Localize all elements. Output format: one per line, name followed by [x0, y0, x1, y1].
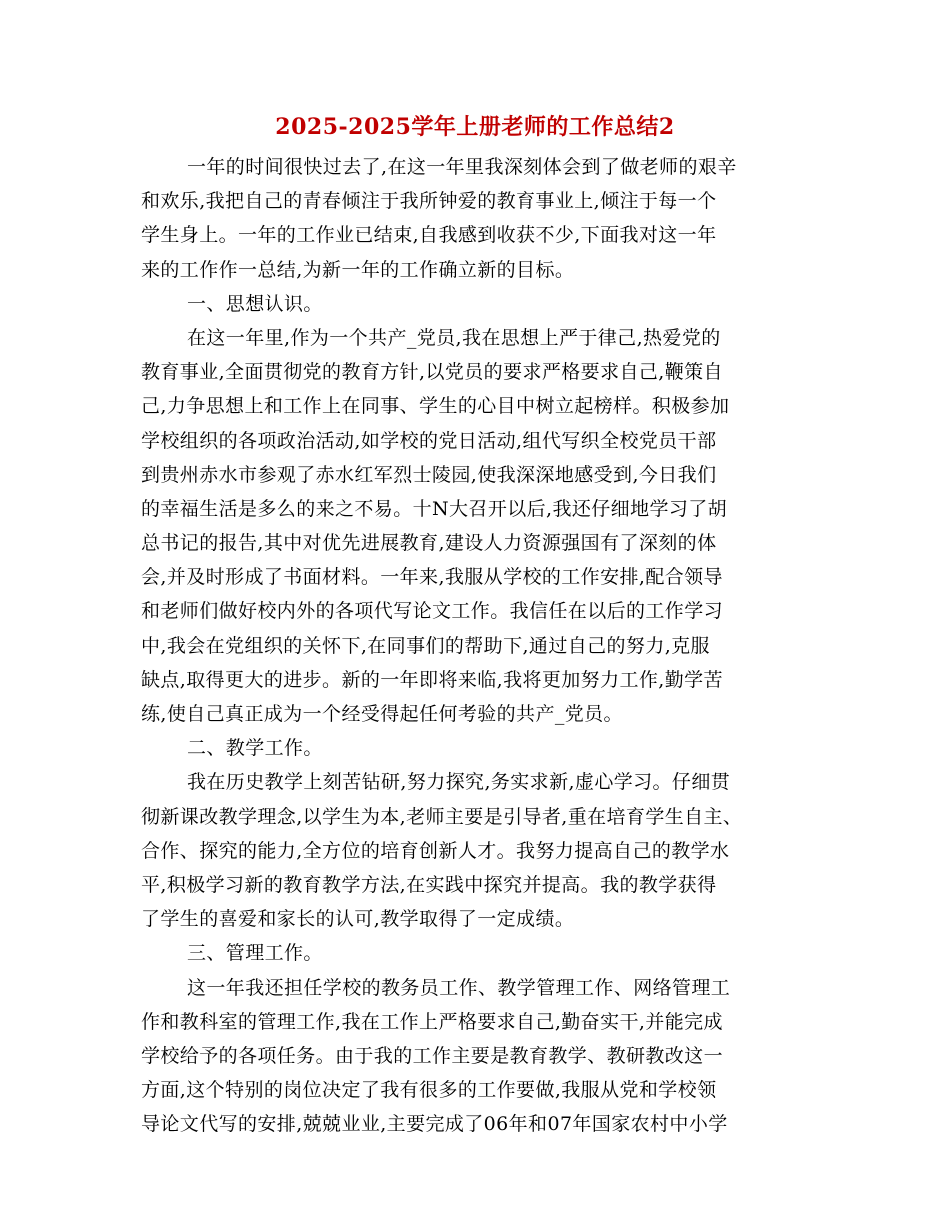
text-line: 到贵州赤水市参观了赤水红军烈士陵园,使我深深地感受到,今日我们 — [141, 463, 717, 486]
text-line: 缺点,取得更大的进步。新的一年即将来临,我将更加努力工作,勤学苦 — [141, 668, 723, 691]
page-title: 2025-2025学年上册老师的工作总结2 — [275, 114, 675, 140]
text-line: 了学生的喜爱和家长的认可,教学取得了一定成绩。 — [141, 908, 575, 931]
text-line: 这一年我还担任学校的教务员工作、教学管理工作、网络管理工 — [187, 976, 731, 999]
text-line: 合作、探究的能力,全方位的培育创新人才。我努力提高自己的教学水 — [141, 839, 730, 862]
document-body — [141, 150, 811, 1141]
text-line: 作和教科室的管理工作,我在工作上严格要求自己,勤奋实干,并能完成 — [141, 1010, 723, 1033]
text-line: 学校组织的各项政治活动,如学校的党日活动,组代写织全校党员干部 — [141, 429, 717, 452]
text-line: 彻新课改教学理念,以学生为本,老师主要是引导者,重在培育学生自主、 — [141, 805, 743, 828]
text-line: 我在历史教学上刻苦钻研,努力探究,务实求新,虚心学习。仔细贯 — [187, 771, 731, 794]
text-line: 方面,这个特别的岗位决定了我有很多的工作要做,我服从党和学校领 — [141, 1079, 717, 1102]
text-line: 己,力争思想上和工作上在同事、学生的心目中树立起榜样。积极参加 — [141, 395, 730, 418]
text-line: 平,积极学习新的教育教学方法,在实践中探究并提高。我的教学获得 — [141, 873, 717, 896]
text-line: 导论文代写的安排,兢兢业业,主要完成了06年和07年国家农村中小学 — [141, 1113, 728, 1136]
text-line: 三、管理工作。 — [187, 942, 323, 965]
text-line: 学校给予的各项任务。由于我的工作主要是教育教学、教研教改这一 — [141, 1044, 724, 1067]
text-line: 二、教学工作。 — [187, 737, 323, 760]
text-line: 在这一年里,作为一个共产_党员,我在思想上严于律己,热爱党的 — [187, 326, 721, 349]
text-line: 练,使自己真正成为一个经受得起任何考验的共产_党员。 — [141, 703, 623, 725]
text-line: 一年的时间很快过去了,在这一年里我深刻体会到了做老师的艰辛 — [187, 156, 737, 178]
text-line: 教育事业,全面贯彻党的教育方针,以党员的要求严格要求自己,鞭策自 — [141, 361, 723, 384]
text-line: 学生身上。一年的工作业已结束,自我感到收获不少,下面我对这一年 — [141, 224, 717, 247]
text-line: 总书记的报告,其中对优先进展教育,建设人力资源强国有了深刻的体 — [141, 532, 717, 555]
text-line: 和欢乐,我把自己的青春倾注于我所钟爱的教育事业上,倾注于每一个 — [141, 190, 717, 213]
text-line: 和老师们做好校内外的各项代写论文工作。我信任在以后的工作学习 — [141, 600, 724, 623]
text-line: 的幸福生活是多么的来之不易。十N大召开以后,我还仔细地学习了胡 — [141, 497, 728, 520]
text-line: 一、思想认识。 — [187, 292, 323, 315]
text-line: 中,我会在党组织的关怀下,在同事们的帮助下,通过自己的努力,克服 — [141, 634, 710, 657]
text-line: 会,并及时形成了书面材料。一年来,我服从学校的工作安排,配合领导 — [141, 566, 723, 589]
text-line: 来的工作作一总结,为新一年的工作确立新的目标。 — [141, 258, 575, 281]
